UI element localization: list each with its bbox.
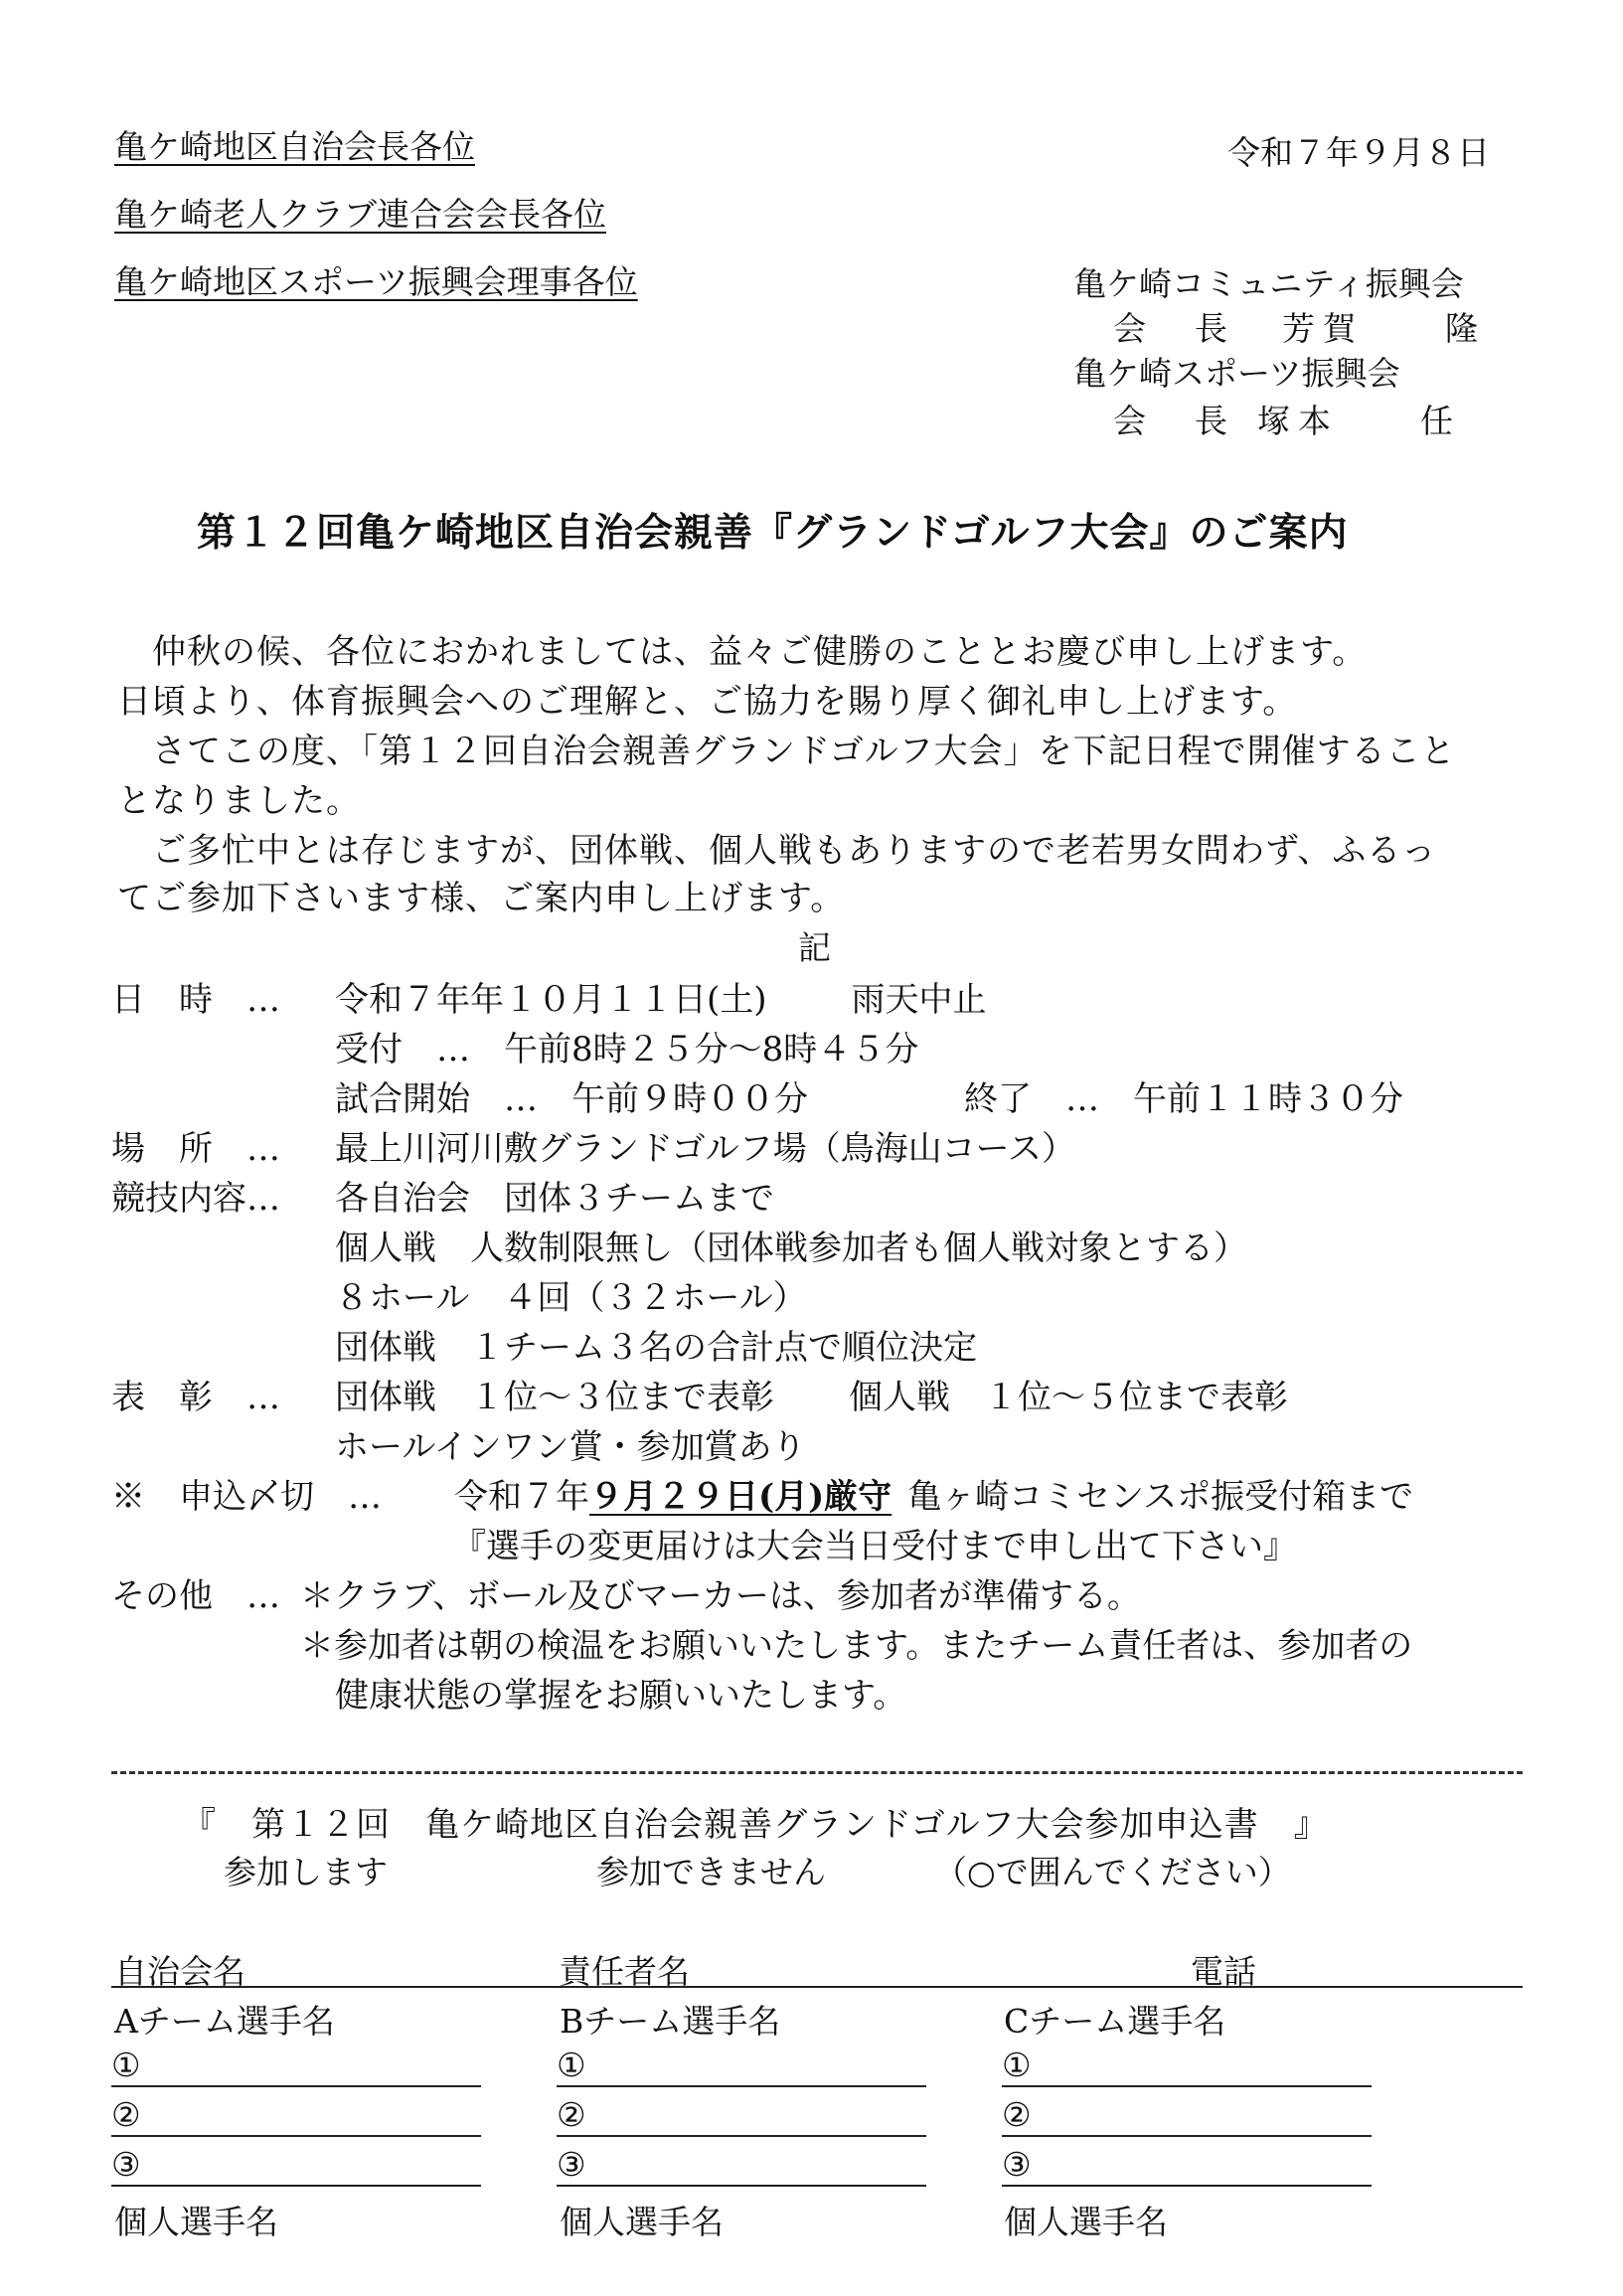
player-slot-number: ③ bbox=[557, 2145, 586, 2184]
deadline-row bbox=[111, 1469, 1413, 1518]
addressee-line: 亀ケ崎老人クラブ連合会会長各位 bbox=[114, 195, 606, 234]
team-b-label: Bチーム選手名 bbox=[560, 2002, 781, 2041]
document-title: 第１２回亀ケ崎地区自治会親善『グランドゴルフ大会』のご案内 bbox=[197, 510, 1349, 556]
body-line: となりました。 bbox=[117, 781, 361, 821]
individual-label: 個人選手名 bbox=[560, 2203, 724, 2241]
circle-note: （○で囲んでください） bbox=[934, 1853, 1291, 1891]
sender-role: 会 長 bbox=[1113, 402, 1235, 440]
body-line: ご多忙中とは存じますが、団体戦、個人戦もありますので老若男女問わず、ふるっ bbox=[117, 831, 1437, 871]
rain-note: 雨天中止 bbox=[851, 980, 987, 1020]
player-slot-number: ③ bbox=[111, 2145, 141, 2184]
datetime-row bbox=[111, 972, 987, 1021]
sender-role: 会 長 bbox=[1113, 309, 1235, 348]
not-attend-option: 参加できません bbox=[596, 1853, 826, 1891]
place-row bbox=[111, 1121, 1075, 1170]
player-slot-number: ② bbox=[111, 2095, 141, 2134]
deadline-label: ※ 申込〆切 … bbox=[111, 1477, 382, 1517]
individual-label: 個人選手名 bbox=[114, 2203, 278, 2241]
content-value: ８ホール ４回（３２ホール） bbox=[335, 1278, 807, 1318]
entry-line[interactable] bbox=[111, 2185, 481, 2187]
datetime-value: 令和７年年１０月１１日(土) bbox=[335, 980, 767, 1020]
entry-line[interactable] bbox=[557, 2135, 926, 2137]
other-row bbox=[111, 1568, 1141, 1617]
end-time: 終了 … 午前１１時３０分 bbox=[964, 1079, 1403, 1119]
ki-heading: 記 bbox=[798, 928, 831, 967]
award-team: 団体戦 １位～３位まで表彰 bbox=[335, 1378, 774, 1417]
player-slot-number: ① bbox=[1002, 2046, 1032, 2084]
individual-label: 個人選手名 bbox=[1004, 2203, 1168, 2241]
sender-org: 亀ケ崎コミュニティ振興会 bbox=[1073, 264, 1464, 303]
content-row bbox=[111, 1171, 774, 1220]
award-extra: ホールインワン賞・参加賞あり bbox=[335, 1427, 806, 1467]
association-label: 自治会名 bbox=[114, 1952, 245, 1991]
body-line: 日頃より、体育振興会へのご理解と、ご協力を賜り厚く御礼申し上げます。 bbox=[117, 682, 1298, 722]
team-a-label: Aチーム選手名 bbox=[114, 2002, 335, 2041]
entry-line[interactable] bbox=[557, 2185, 926, 2187]
player-slot-number: ② bbox=[1002, 2095, 1032, 2134]
form-title: 『 第１２回 亀ケ崎地区自治会親善グランドゴルフ大会参加申込書 』 bbox=[182, 1805, 1329, 1845]
content-value: 団体戦 １チーム３名の合計点で順位決定 bbox=[335, 1328, 977, 1368]
body-line: てご参加下さいます様、ご案内申し上げます。 bbox=[117, 879, 846, 918]
other-value: ＊参加者は朝の検温をお願いいたします。またチーム責任者は、参加者の bbox=[300, 1626, 1413, 1666]
entry-line[interactable] bbox=[557, 2085, 926, 2087]
phone-label: 電話 bbox=[1191, 1952, 1256, 1991]
deadline-prefix: 令和７年 bbox=[454, 1477, 589, 1517]
sender-name: 芳賀 隆 bbox=[1282, 309, 1486, 348]
other-label: その他 … bbox=[111, 1576, 280, 1616]
deadline-date: ９月２９日(月)厳守 bbox=[589, 1477, 893, 1517]
deadline-place: 亀ヶ崎コミセンスポ振受付箱まで bbox=[907, 1477, 1414, 1517]
place-label: 場 所 … bbox=[111, 1129, 280, 1169]
entry-line[interactable] bbox=[1002, 2135, 1372, 2137]
body-line: さてこの度、「第１２回自治会親善グランドゴルフ大会」を下記日程で開催すること bbox=[117, 732, 1456, 771]
content-label: 競技内容… bbox=[111, 1179, 280, 1219]
player-slot-number: ② bbox=[557, 2095, 586, 2134]
sender-name: 塚本 任 bbox=[1257, 402, 1461, 440]
sender-org: 亀ケ崎スポーツ振興会 bbox=[1073, 354, 1400, 393]
attend-option: 参加します bbox=[224, 1853, 388, 1891]
header-rule bbox=[111, 1986, 1523, 1988]
other-value: ＊クラブ、ボール及びマーカーは、参加者が準備する。 bbox=[300, 1576, 1141, 1616]
reception-time: 受付 … 午前8時２５分～8時４５分 bbox=[335, 1030, 919, 1069]
entry-line[interactable] bbox=[1002, 2085, 1372, 2087]
award-label: 表 彰 … bbox=[111, 1378, 280, 1417]
award-individual: 個人戦 １位～５位まで表彰 bbox=[849, 1378, 1288, 1417]
addressee-line: 亀ケ崎地区スポーツ振興会理事各位 bbox=[114, 262, 638, 301]
award-row bbox=[111, 1370, 1288, 1418]
deadline-note: 『選手の変更届けは大会当日受付まで申し出て下さい』 bbox=[452, 1527, 1297, 1566]
place-value: 最上川河川敷グランドゴルフ場（鳥海山コース） bbox=[335, 1129, 1075, 1169]
player-slot-number: ③ bbox=[1002, 2145, 1032, 2184]
other-value: 健康状態の掌握をお願いいたします。 bbox=[335, 1676, 907, 1716]
entry-line[interactable] bbox=[111, 2135, 481, 2137]
issue-date: 令和７年９月８日 bbox=[1227, 133, 1490, 172]
content-value: 個人戦 人数制限無し（団体戦参加者も個人戦対象とする） bbox=[335, 1229, 1247, 1268]
player-slot-number: ① bbox=[111, 2046, 141, 2084]
player-slot-number: ① bbox=[557, 2046, 586, 2084]
entry-line[interactable] bbox=[111, 2085, 481, 2087]
leader-label: 責任者名 bbox=[559, 1952, 690, 1991]
datetime-label: 日 時 … bbox=[111, 980, 280, 1020]
body-line: 仲秋の候、各位におかれましては、益々ご健勝のこととお慶び申し上げます。 bbox=[117, 632, 1368, 672]
addressee-line: 亀ケ崎地区自治会長各位 bbox=[114, 127, 475, 166]
team-c-label: Cチーム選手名 bbox=[1004, 2002, 1226, 2041]
cut-line bbox=[111, 1771, 1523, 1774]
content-value: 各自治会 団体３チームまで bbox=[335, 1179, 774, 1219]
entry-line[interactable] bbox=[1002, 2185, 1372, 2187]
start-time: 試合開始 … 午前９時００分 bbox=[335, 1079, 808, 1119]
